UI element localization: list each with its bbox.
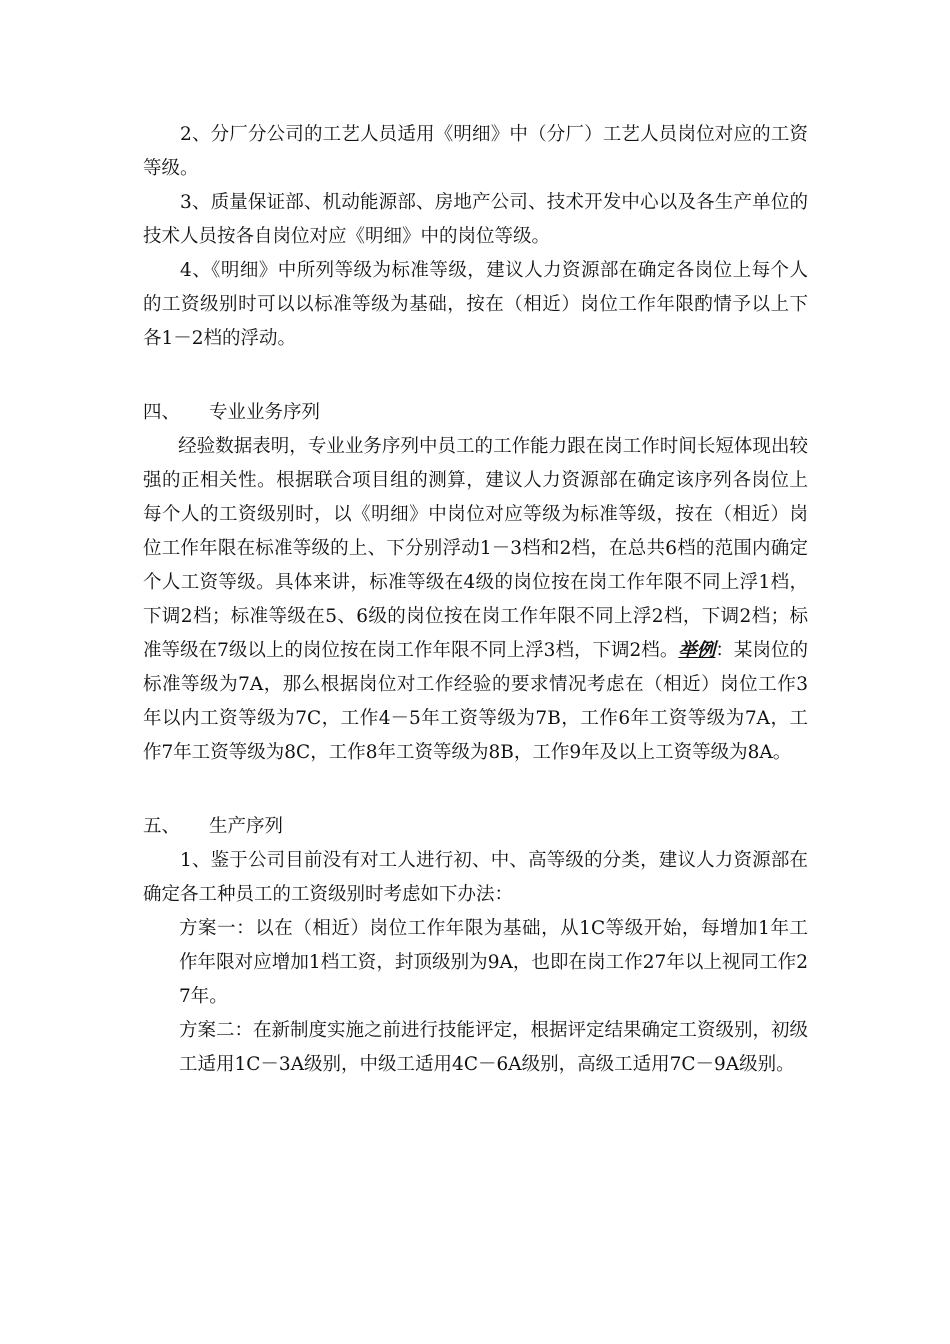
section-heading-4 bbox=[143, 396, 808, 430]
paragraph-item-2: 2、分厂分公司的工艺人员适用《明细》中（分厂）工艺人员岗位对应的工资等级。 bbox=[143, 124, 808, 179]
section-number: 五、 bbox=[143, 816, 181, 837]
paragraph-item-3: 3、质量保证部、机动能源部、房地产公司、技术开发中心以及各生产单位的技术人员按各自岗位对应《明细》中的岗位等级。 bbox=[143, 192, 808, 247]
paragraph-item-1: 1、鉴于公司目前没有对工人进行初、中、高等级的分类，建议人力资源部在确定各工种员工的工资级别时考虑如下办法： bbox=[143, 850, 808, 905]
section-heading-5 bbox=[143, 810, 808, 844]
section-gap bbox=[143, 356, 808, 396]
section-title: 生产序列 bbox=[209, 816, 284, 837]
paragraph-text: ：某岗位的标准等级为7A，那么根据岗位对工作经验的要求情况考虑在（相近）岗位工作3年以内工资等级为7C，工作4－5年工资等级为7B，工作6年工资等级为7A，工作7年工资等级为8C，工作8年工资等级为8B，工作9年及以上工资等级为8A。 bbox=[143, 640, 808, 763]
section-title: 专业业务序列 bbox=[209, 402, 321, 423]
paragraph-item-4: 4、《明细》中所列等级为标准等级，建议人力资源部在确定各岗位上每个人的工资级别时可以以标准等级为基础，按在（相近）岗位工作年限酌情予以上下各1－2档的浮动。 bbox=[143, 260, 808, 349]
section-gap bbox=[143, 770, 808, 810]
example-label: 举例 bbox=[678, 640, 716, 661]
paragraph-text: 经验数据表明，专业业务序列中员工的工作能力跟在岗工作时间长短体现出较强的正相关性。根据联合项目组的测算，建议人力资源部在确定该序列各岗位上每个人的工资级别时，以《明细》中岗位对应等级为标准等级，按在（相近）岗位工作年限在标准等级的上、下分别浮动1－3档和2档，在总共6档的范围内确定个人工资等级。具体来讲，标准等级在4级的岗位按在岗工作年限不同上浮1档，下调2档；标准等级在5、6级的岗位按在岗工作年限不同上浮2档，下调2档；标准等级在7级以上的岗位按在岗工作年限不同上浮3档，下调2档。 bbox=[143, 436, 808, 661]
paragraph-experience bbox=[143, 430, 808, 770]
plan-two: 方案二：在新制度实施之前进行技能评定，根据评定结果确定工资级别，初级工适用1C－3A级别，中级工适用4C－6A级别，高级工适用7C－9A级别。 bbox=[179, 1020, 809, 1075]
document-body bbox=[143, 118, 808, 1082]
plan-one: 方案一：以在（相近）岗位工作年限为基础，从1C等级开始，每增加1年工作年限对应增加1档工资，封顶级别为9A，也即在岗工作27年以上视同工作27年。 bbox=[179, 918, 808, 1007]
section-number: 四、 bbox=[143, 402, 181, 423]
